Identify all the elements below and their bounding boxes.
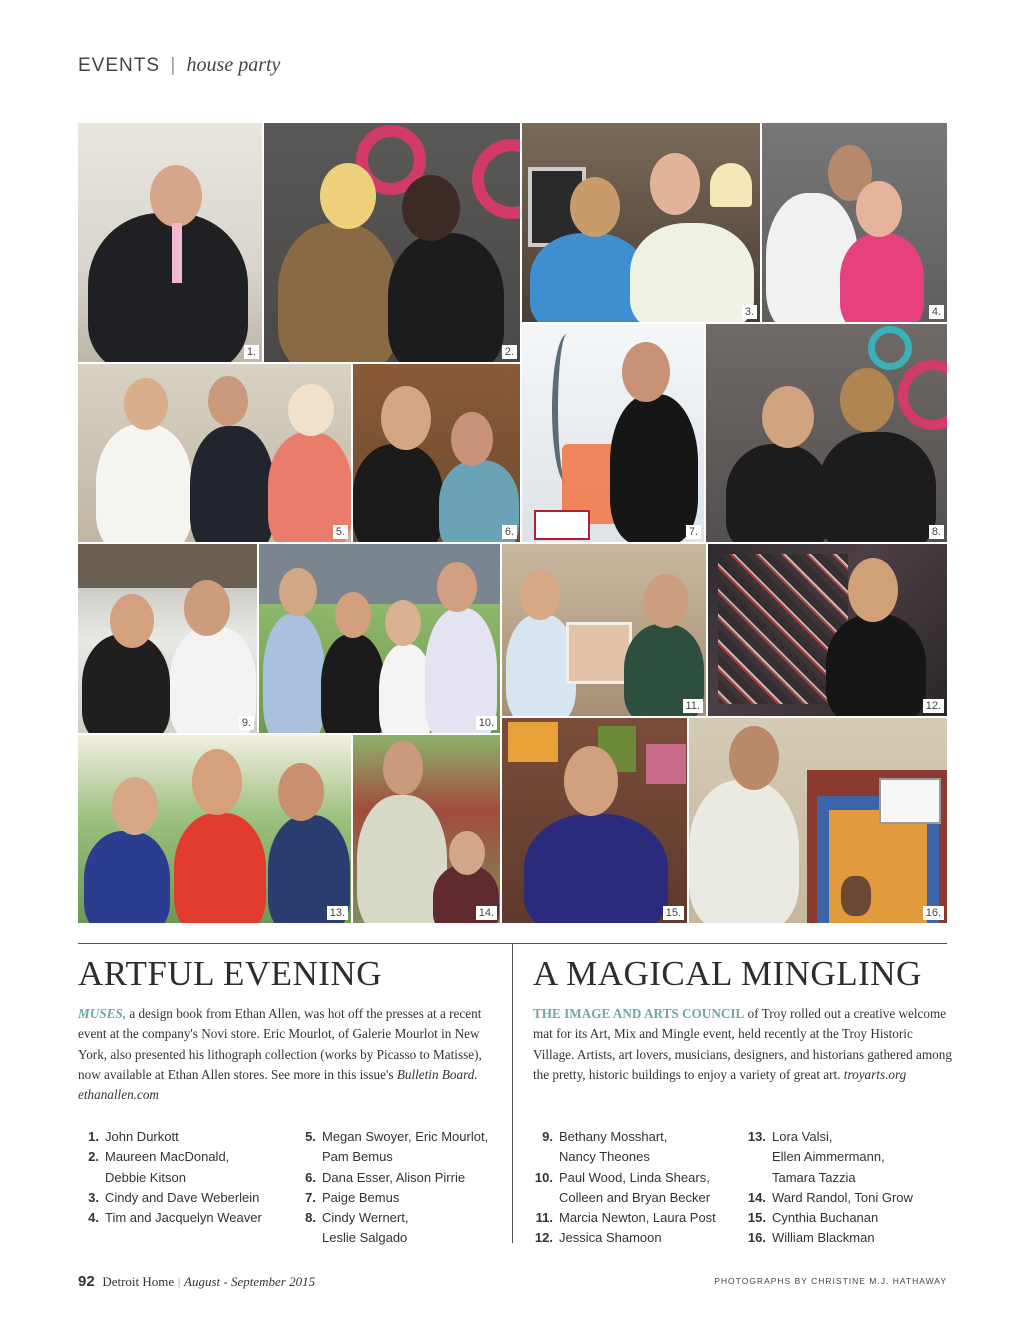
caption-item (532, 1188, 716, 1208)
photo-number: 8. (929, 525, 944, 539)
photo-6 (353, 364, 520, 542)
caption-names: William Blackman (772, 1230, 875, 1246)
photo-number: 2. (502, 345, 517, 359)
header-separator: | (170, 55, 177, 76)
caption-number: 11. (535, 1210, 553, 1226)
photo-1 (78, 123, 262, 362)
caption-names: Pam Bemus (322, 1149, 393, 1165)
photo-2 (264, 123, 520, 362)
caption-names: Marcia Newton, Laura Post (559, 1210, 716, 1226)
column-divider (512, 943, 513, 1243)
photo-12 (708, 544, 947, 716)
section-label: EVENTS (78, 55, 161, 76)
caption-number: 4. (88, 1210, 99, 1226)
caption-number: 7. (305, 1189, 316, 1205)
photo-number: 12. (923, 699, 944, 713)
caption-names: John Durkott (105, 1129, 179, 1144)
caption-number: 2. (88, 1149, 99, 1165)
caption-item (295, 1147, 488, 1167)
caption-names: Paige Bemus (322, 1189, 400, 1205)
captions-list-4 (745, 1127, 913, 1249)
magazine-name: Detroit Home (102, 1274, 175, 1289)
caption-names: Ward Randol, Toni Grow (772, 1189, 913, 1205)
caption-item (532, 1147, 716, 1167)
caption-names: Jessica Shamoon (559, 1230, 662, 1246)
article-lead-right: THE IMAGE AND ARTS COUNCIL (533, 1006, 745, 1021)
section-header (78, 54, 280, 77)
article-body-right (533, 1004, 953, 1085)
photo-number: 16. (923, 906, 944, 920)
caption-item (295, 1228, 488, 1248)
caption-number: 1. (88, 1129, 99, 1144)
photo-number: 6. (502, 525, 517, 539)
photo-16 (689, 718, 947, 923)
caption-item (745, 1147, 913, 1167)
photo-number: 3. (742, 305, 757, 319)
caption-item (532, 1168, 716, 1188)
caption-item (745, 1127, 913, 1147)
caption-item (532, 1228, 716, 1248)
caption-number (532, 1188, 553, 1208)
captions-list-3 (532, 1127, 716, 1249)
caption-number (295, 1147, 316, 1167)
subsection-label: house party (186, 54, 281, 76)
caption-item (78, 1188, 262, 1208)
article-headline-right: A MAGICAL MINGLING (533, 954, 922, 993)
caption-number: 13. (747, 1129, 766, 1144)
photo-number: 9. (239, 716, 254, 730)
photo-3 (522, 123, 760, 322)
footer-separator: | (177, 1274, 181, 1289)
photo-number: 5. (333, 525, 348, 539)
article-body-left (78, 1004, 498, 1105)
photo-number: 7. (686, 525, 701, 539)
caption-number: 6. (305, 1169, 316, 1185)
photo-14 (353, 735, 500, 923)
caption-item (745, 1208, 913, 1228)
article-link-right: troyarts.org (843, 1066, 907, 1082)
caption-item (78, 1127, 262, 1147)
caption-names: Colleen and Bryan Becker (559, 1189, 711, 1205)
caption-names: Tamara Tazzia (772, 1169, 856, 1185)
caption-number: 12. (534, 1230, 553, 1246)
caption-item (78, 1168, 262, 1188)
caption-names: Debbie Kitson (105, 1169, 186, 1185)
caption-number: 15. (747, 1210, 766, 1226)
caption-number: 5. (305, 1129, 316, 1144)
caption-number (532, 1147, 553, 1167)
caption-names: Ellen Aimmermann, (772, 1149, 885, 1165)
page-number: 92 (78, 1273, 95, 1290)
photo-5 (78, 364, 351, 542)
photo-number: 14. (476, 906, 497, 920)
caption-item (745, 1228, 913, 1248)
caption-number: 10. (534, 1169, 553, 1185)
caption-names: Tim and Jacquelyn Weaver (105, 1210, 262, 1226)
photo-7 (522, 324, 704, 542)
caption-number (745, 1147, 766, 1167)
article-text-left: a design book from Ethan Allen, was hot off the presses at a recent event at the company's Novi store. Eric Mourlot, of Galerie Mourlot in New York, also presented his lithograph collection (works by Picasso to Matisse), now available at Ethan Allen stores. See more in this issue's (78, 1006, 482, 1082)
article-lead-left: MUSES, (78, 1006, 127, 1021)
photo-number: 13. (327, 906, 348, 920)
caption-item (295, 1168, 488, 1188)
captions-list-2 (295, 1127, 488, 1249)
caption-names: Megan Swoyer, Eric Mourlot, (322, 1129, 489, 1144)
article-headline-left: ARTFUL EVENING (78, 954, 382, 993)
caption-number: 3. (88, 1189, 99, 1205)
caption-names: Cindy and Dave Weberlein (105, 1189, 260, 1205)
photo-9 (78, 544, 257, 733)
caption-item (78, 1147, 262, 1167)
caption-names: Bethany Mosshart, (559, 1129, 668, 1144)
caption-names: Dana Esser, Alison Pirrie (322, 1169, 466, 1185)
page-footer (78, 1273, 315, 1290)
caption-number (78, 1168, 99, 1188)
captions-list-1 (78, 1127, 262, 1228)
caption-item (745, 1168, 913, 1188)
issue-date: August - September 2015 (184, 1274, 316, 1289)
caption-item (295, 1208, 488, 1228)
caption-number: 9. (542, 1129, 553, 1144)
photo-credit: PHOTOGRAPHS BY CHRISTINE M.J. HATHAWAY (714, 1276, 947, 1286)
photo-8 (706, 324, 947, 542)
caption-item (745, 1188, 913, 1208)
photo-number: 10. (476, 716, 497, 730)
caption-number: 8. (305, 1210, 316, 1226)
photo-13 (78, 735, 351, 923)
photo-11 (502, 544, 706, 716)
photo-4 (762, 123, 947, 322)
photo-number: 4. (929, 305, 944, 319)
caption-names: Cynthia Buchanan (772, 1210, 879, 1226)
photo-number: 15. (663, 906, 684, 920)
caption-names: Cindy Wernert, (322, 1210, 409, 1226)
caption-number: 16. (747, 1230, 766, 1246)
photo-number: 11. (683, 699, 703, 713)
caption-names: Leslie Salgado (322, 1230, 408, 1246)
photo-10 (259, 544, 500, 733)
photo-number: 1. (244, 345, 259, 359)
caption-names: Paul Wood, Linda Shears, (559, 1169, 710, 1185)
caption-names: Lora Valsi, (772, 1129, 833, 1144)
photo-15 (502, 718, 687, 923)
caption-names: Maureen MacDonald, (105, 1149, 230, 1165)
caption-number (745, 1168, 766, 1188)
caption-names: Nancy Theones (559, 1149, 650, 1165)
caption-item (295, 1188, 488, 1208)
caption-item (295, 1127, 488, 1147)
caption-item (78, 1208, 262, 1228)
caption-number (295, 1228, 316, 1248)
article-text-right: of Troy rolled out a creative welcome mat for its Art, Mix and Mingle event, held recently at the Troy Historic Village. Artists, art lovers, musicians, designers, and historians gathered among the pretty, historic buildings to enjoy a variety of great art. (533, 1006, 952, 1082)
article-link-left: Bulletin Board. ethanallen.com (78, 1066, 478, 1103)
caption-item (532, 1208, 716, 1228)
caption-item (532, 1127, 716, 1147)
caption-number: 14. (747, 1189, 766, 1205)
